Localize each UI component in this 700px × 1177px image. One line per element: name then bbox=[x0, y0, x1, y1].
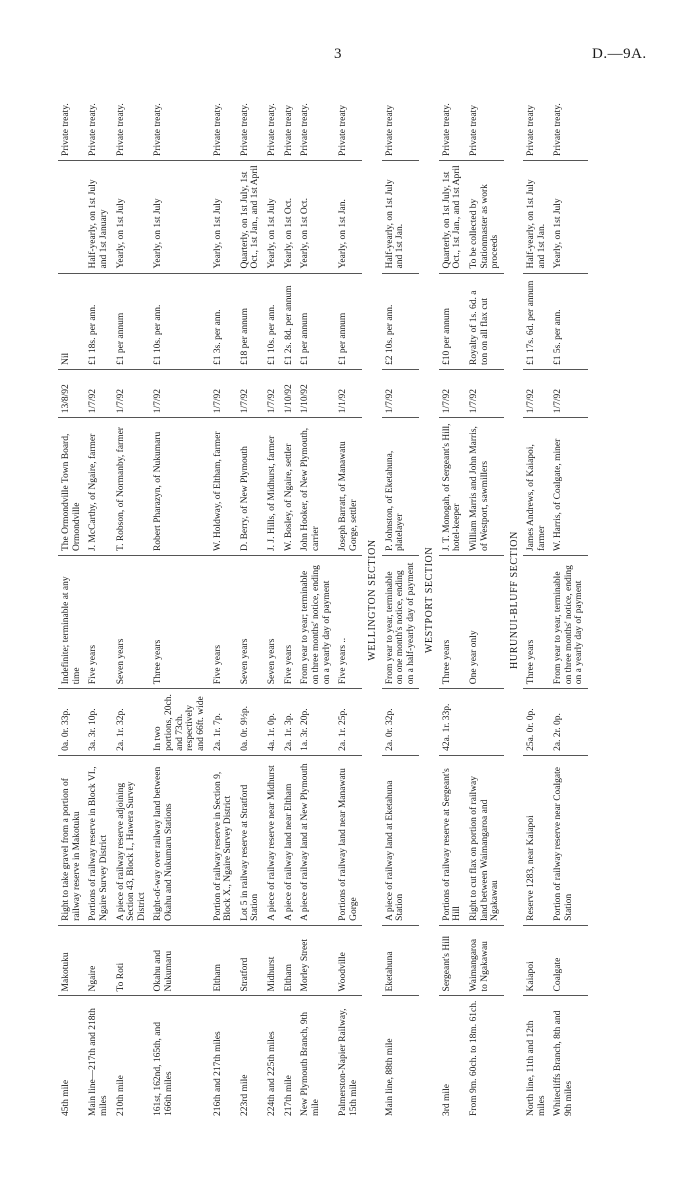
hurunui-section bbox=[504, 80, 523, 1120]
description-cell: Right to cut flax on portion of railway land between Waimangaroa and Ngakawau bbox=[466, 755, 504, 925]
how-let-cell: Private treaty. bbox=[439, 80, 466, 160]
lessee-cell: The Ormondville Town Board, Ormondville bbox=[58, 418, 85, 556]
how-let-cell: Private treaty bbox=[466, 80, 504, 160]
station-cell: Waimangaroa to Ngakawau bbox=[466, 925, 504, 996]
mileage-cell: 161st, 162nd, 165th, and 166th miles bbox=[153, 1022, 174, 1116]
how-let-cell: Private treaty. bbox=[264, 80, 281, 160]
area-cell: 1a. 3r. 20p. bbox=[297, 689, 335, 756]
station-cell: Coalgate bbox=[550, 925, 588, 996]
lessee-cell: William Marris and John Marris, of Westport, sawmillers bbox=[466, 418, 504, 556]
date-cell: 1/7/92 bbox=[113, 369, 151, 417]
area-cell: In two portions, 20ch. and 73ch. respectively and 66ft. wide bbox=[150, 689, 209, 756]
table-row bbox=[550, 80, 588, 1120]
how-let-cell: Private treaty bbox=[281, 80, 298, 160]
westport-rows bbox=[439, 80, 504, 1120]
station-cell: Kaiapoi bbox=[523, 925, 550, 996]
lessee-cell: James Andrews, of Kaiapoi, farmer bbox=[523, 418, 550, 556]
table-row bbox=[439, 80, 466, 1120]
mileage-cell: 210th mile bbox=[115, 1075, 126, 1116]
how-let-cell: Private treaty. bbox=[113, 80, 151, 160]
westport-section bbox=[419, 80, 438, 1120]
lessee-cell: Joseph Barratt, of Manawatu Gorge, settler bbox=[335, 418, 362, 556]
payable-cell bbox=[58, 160, 85, 273]
date-cell: 1/1/92 bbox=[335, 369, 362, 417]
description-cell: Lot 5 in railway reserve at Stratford Station bbox=[237, 755, 264, 925]
lease-register-table bbox=[58, 80, 678, 1120]
page-number: 3 bbox=[334, 46, 342, 62]
area-cell: 25a. 0r. 0p. bbox=[523, 689, 550, 756]
mileage-cell: Whitecliffs Branch, 8th and 9th miles bbox=[553, 1010, 574, 1116]
payable-cell: Yearly, on 1st Oct. bbox=[281, 160, 298, 273]
payable-cell: Half-yearly, on 1st July and 1st Jan. bbox=[523, 160, 550, 273]
date-cell: 1/7/92 bbox=[439, 369, 466, 417]
rent-cell: £1 2s. 8d. per annum bbox=[281, 273, 298, 369]
table-row bbox=[382, 80, 420, 1120]
date-cell: 1/10/92 bbox=[297, 369, 335, 417]
term-cell: Seven years bbox=[237, 556, 264, 689]
wellington-rows bbox=[382, 80, 420, 1120]
term-cell: From year to year, terminable on three months' notice, ending on a yearly day of payment bbox=[550, 556, 588, 689]
term-cell: Seven years bbox=[264, 556, 281, 689]
description-cell: Portions of railway land near Manawatu Gorge bbox=[335, 755, 362, 925]
payable-cell: Yearly, on 1st July bbox=[210, 160, 237, 273]
lessee-cell: John Hooker, of New Plymouth, carrier bbox=[297, 418, 335, 556]
date-cell: 1/7/92 bbox=[550, 369, 588, 417]
description-cell: Portions of railway reserve at Sergeant's Hill bbox=[439, 755, 466, 925]
mileage-cell: Main line, 88th mile bbox=[384, 1038, 395, 1116]
station-cell: Stratford bbox=[237, 925, 264, 996]
lessee-cell: J. J. Hills, of Midhurst, farmer bbox=[264, 418, 281, 556]
rent-cell: £1 17s. 6d. per annum bbox=[523, 273, 550, 369]
mileage-cell: 45th mile bbox=[61, 1079, 71, 1116]
station-cell: Eltham bbox=[210, 925, 237, 996]
area-cell bbox=[466, 689, 504, 756]
description-cell: A piece of railway land near Eltham bbox=[281, 755, 298, 925]
how-let-cell: Private treaty. bbox=[550, 80, 588, 160]
description-cell: Reserve 1283, near Kaiapoi bbox=[523, 755, 550, 925]
description-cell: Portion of railway reserve in Section 9, Block X., Ngaire Survey District bbox=[210, 755, 237, 925]
description-cell: A piece of railway land at Eketahuna Station bbox=[382, 755, 420, 925]
lessee-cell: W. Holdway, of Eltham, farmer bbox=[210, 418, 237, 556]
date-cell: 1/7/92 bbox=[466, 369, 504, 417]
station-cell: Midhurst bbox=[264, 925, 281, 996]
description-cell: A piece of railway reserve near Midhurst bbox=[264, 755, 281, 925]
document-reference: D.—9A. bbox=[592, 46, 647, 62]
lessee-cell: P. Johnston, of Eketahuna, platelayer bbox=[382, 418, 420, 556]
rent-cell: Royalty of 1s. 6d. a ton on all flax cut bbox=[466, 273, 504, 369]
lessee-cell: W. Bosley, of Ngaire, settler bbox=[281, 418, 298, 556]
area-cell: 2a. 1r. 32p. bbox=[113, 689, 151, 756]
payable-cell: Quarterly, on 1st July, 1st Oct., 1st Jan., and 1st April bbox=[439, 160, 466, 273]
payable-cell: Quarterly, on 1st July, 1st Oct., 1st Jan., and 1st April bbox=[237, 160, 264, 273]
description-cell: Right to take gravel from a portion of railway reserve in Makotuku bbox=[58, 755, 85, 925]
rent-cell: £1 10s. per ann. bbox=[264, 273, 281, 369]
rent-cell: £1 10s. per ann. bbox=[150, 273, 209, 369]
section-heading-westport: WESTPORT SECTION bbox=[424, 546, 436, 654]
date-cell: 1/7/92 bbox=[523, 369, 550, 417]
hurunui-rows bbox=[523, 80, 588, 1120]
term-cell: Five years bbox=[85, 556, 112, 689]
term-cell: Three years bbox=[150, 556, 209, 689]
mileage-cell: 3rd mile bbox=[441, 1084, 452, 1116]
date-cell: 1/7/92 bbox=[264, 369, 281, 417]
rent-cell: £1 5s. per ann. bbox=[550, 273, 588, 369]
date-cell: 13/8/92 bbox=[58, 369, 85, 417]
table-row bbox=[113, 80, 151, 1120]
how-let-cell: Private treaty bbox=[523, 80, 550, 160]
mileage-cell: North line, 11th and 12th miles bbox=[525, 1020, 547, 1116]
payable-cell: Yearly, on 1st July bbox=[150, 160, 209, 273]
term-cell: From year to year; terminable on three months' notice, ending on a yearly day of payment bbox=[297, 556, 335, 689]
how-let-cell: Private treaty. bbox=[58, 80, 85, 160]
mileage-cell: 223rd mile bbox=[239, 1074, 250, 1116]
how-let-cell: Private treaty bbox=[335, 80, 362, 160]
term-cell: Three years bbox=[439, 556, 466, 689]
station-cell: Okahu and Nukumaru bbox=[150, 925, 209, 996]
area-cell: 2a. 1r. 7p. bbox=[210, 689, 237, 756]
area-cell: 3a. 3r. 10p. bbox=[85, 689, 112, 756]
date-cell: 1/7/92 bbox=[85, 369, 112, 417]
section-heading-hurunui: HURUNUI-BLUFF SECTION bbox=[508, 531, 520, 669]
payable-cell: Half-yearly, on 1st July and 1st January bbox=[85, 160, 112, 273]
term-cell: Seven years bbox=[113, 556, 151, 689]
how-let-cell: Private treaty. bbox=[210, 80, 237, 160]
term-cell: Five years .. bbox=[335, 556, 362, 689]
mileage-cell: New Plymouth Branch, 9th mile bbox=[300, 1012, 321, 1116]
payable-cell: Yearly, on 1st July bbox=[550, 160, 588, 273]
area-cell: 0a. 0r. 33p. bbox=[58, 689, 85, 756]
how-let-cell: Private treaty. bbox=[85, 80, 112, 160]
area-cell: 2a. 0r. 32p. bbox=[382, 689, 420, 756]
mileage-cell: 216th and 217th miles bbox=[212, 1031, 223, 1116]
lease-table bbox=[58, 80, 588, 1120]
term-cell: From year to year, terminable on one month's notice, ending on a half-yearly day of payment bbox=[382, 556, 420, 689]
table-row bbox=[297, 80, 335, 1120]
rent-cell: £1 per annum bbox=[335, 273, 362, 369]
date-cell: 1/10/92 bbox=[281, 369, 298, 417]
main-rows bbox=[58, 80, 362, 1120]
lessee-cell: J. T. Monogah, of Sergeant's Hill, hotel-keeper bbox=[439, 418, 466, 556]
term-cell: One year only bbox=[466, 556, 504, 689]
rent-cell: £1 per annum bbox=[113, 273, 151, 369]
date-cell: 1/7/92 bbox=[237, 369, 264, 417]
description-cell: Right-of-way over railway land between Okahu and Nukumaru Stations bbox=[150, 755, 209, 925]
table-row bbox=[210, 80, 237, 1120]
area-cell: 42a. 1r. 33p. bbox=[439, 689, 466, 756]
date-cell: 1/7/92 bbox=[150, 369, 209, 417]
station-cell: Morley Street bbox=[297, 925, 335, 996]
area-cell: 2a. 2r. 0p. bbox=[550, 689, 588, 756]
how-let-cell: Private treaty. bbox=[237, 80, 264, 160]
lessee-cell: D. Berry, of New Plymouth bbox=[237, 418, 264, 556]
wellington-section bbox=[362, 80, 381, 1120]
station-cell: Sergeant's Hill bbox=[439, 925, 466, 996]
term-cell: Indefinite; terminable at any time bbox=[58, 556, 85, 689]
area-cell: 2a. 1r. 25p. bbox=[335, 689, 362, 756]
station-cell: To Roti bbox=[113, 925, 151, 996]
rent-cell: £10 per annum bbox=[439, 273, 466, 369]
table-row bbox=[281, 80, 298, 1120]
area-cell: 2a. 1r. 3p. bbox=[281, 689, 298, 756]
mileage-cell: From 9m. 60ch. to 18m. 61ch. bbox=[468, 1000, 479, 1116]
term-cell: Five years bbox=[210, 556, 237, 689]
mileage-cell: 217th mile bbox=[283, 1075, 294, 1116]
how-let-cell: Private treaty. bbox=[297, 80, 335, 160]
payable-cell: To be collected by Stationmaster as work proceeds bbox=[466, 160, 504, 273]
area-cell: 4a. 1r. 0p. bbox=[264, 689, 281, 756]
payable-cell: Yearly, on 1st July bbox=[113, 160, 151, 273]
station-cell: Makotuku bbox=[58, 925, 85, 996]
station-cell: Eltham bbox=[281, 925, 298, 996]
rent-cell: Nil bbox=[58, 273, 85, 369]
payable-cell: Half-yearly, on 1st July and 1st Jan. bbox=[382, 160, 420, 273]
mileage-cell: Palmerston-Napier Railway, 15th mile bbox=[338, 1008, 359, 1116]
term-cell: Three years bbox=[523, 556, 550, 689]
rent-cell: £1 18s. per ann. bbox=[85, 273, 112, 369]
rent-cell: £1 per annum bbox=[297, 273, 335, 369]
table-row bbox=[264, 80, 281, 1120]
how-let-cell: Private treaty bbox=[382, 80, 420, 160]
table-row bbox=[58, 80, 85, 1120]
rent-cell: £18 per annum bbox=[237, 273, 264, 369]
how-let-cell: Private treaty. bbox=[150, 80, 209, 160]
station-cell: Woodville bbox=[335, 925, 362, 996]
description-cell: Portion of railway reserve near Coalgate Station bbox=[550, 755, 588, 925]
description-cell: Portions of railway reserve in Block VI., Ngaire Survey District bbox=[85, 755, 112, 925]
table-row bbox=[335, 80, 362, 1120]
date-cell: 1/7/92 bbox=[210, 369, 237, 417]
station-cell: Eketahuna bbox=[382, 925, 420, 996]
description-cell: A piece of railway reserve adjoining Section 43, Block I., Hawera Survey District bbox=[113, 755, 151, 925]
term-cell: Five years bbox=[281, 556, 298, 689]
table-row bbox=[85, 80, 112, 1120]
payable-cell: Yearly, on 1st Oct. bbox=[297, 160, 335, 273]
mileage-cell: Main line—217th and 218th miles bbox=[88, 1008, 109, 1116]
lessee-cell: Robert Pharazyn, of Nukumaru bbox=[150, 418, 209, 556]
section-heading-wellington: WELLINGTON SECTION bbox=[367, 539, 379, 661]
date-cell: 1/7/92 bbox=[382, 369, 420, 417]
area-cell: 0a. 0r. 9½p. bbox=[237, 689, 264, 756]
table-row bbox=[150, 80, 209, 1120]
rent-cell: £1 3s. per ann. bbox=[210, 273, 237, 369]
payable-cell: Yearly, on 1st July bbox=[264, 160, 281, 273]
station-cell: Ngaire bbox=[85, 925, 112, 996]
table-row bbox=[466, 80, 504, 1120]
lessee-cell: J. McCarthy, of Ngaire, farmer bbox=[85, 418, 112, 556]
rent-cell: £2 10s. per ann. bbox=[382, 273, 420, 369]
table-row bbox=[523, 80, 550, 1120]
table-row bbox=[237, 80, 264, 1120]
mileage-cell: 224th and 225th miles bbox=[267, 1031, 277, 1116]
lessee-cell: T. Robson, of Normanby, farmer bbox=[113, 418, 151, 556]
lessee-cell: W. Harris, of Coalgate, miner bbox=[550, 418, 588, 556]
payable-cell: Yearly, on 1st Jan. bbox=[335, 160, 362, 273]
description-cell: A piece of railway land at New Plymouth bbox=[297, 755, 335, 925]
